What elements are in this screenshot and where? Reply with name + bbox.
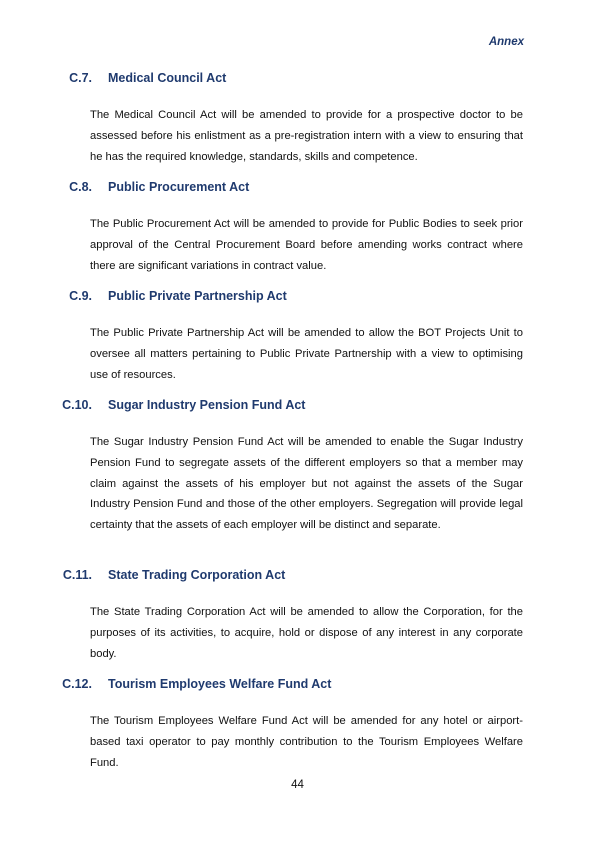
section-number: C.7.	[69, 71, 92, 85]
section-body: The Tourism Employees Welfare Fund Act will be amended for any hotel or airport-based taxi operator to pay monthly contribution to the Tourism Employees Welfare Fund.	[90, 715, 523, 769]
section-number: C.11.	[62, 568, 92, 582]
section-title: State Trading Corporation Act	[108, 568, 286, 582]
section-number: C.12.	[62, 677, 92, 691]
section-heading	[0, 677, 595, 695]
section-heading	[0, 71, 595, 89]
section-public-private-partnership-act	[0, 289, 595, 385]
section-tourism-employees-welfare-fund-act	[0, 677, 595, 773]
running-head: Annex	[488, 36, 524, 48]
section-title: Sugar Industry Pension Fund Act	[108, 398, 306, 412]
section-public-procurement-act	[0, 180, 595, 276]
section-medical-council-act	[0, 71, 595, 167]
section-sugar-industry-pension-fund-act	[0, 398, 595, 536]
section-number: C.10.	[62, 398, 92, 412]
section-body: The State Trading Corporation Act will be amended to allow the Corporation, for the purposes of its activities, to acquire, hold or dispose of any interest in any corporate body.	[90, 606, 523, 660]
section-title: Medical Council Act	[108, 71, 227, 85]
section-body: The Public Procurement Act will be amended to provide for Public Bodies to seek prior approval of the Central Procurement Board before amending works contract where there are significant variations in contract value.	[90, 218, 523, 272]
section-heading	[0, 568, 595, 586]
section-heading	[0, 180, 595, 198]
section-number: C.9.	[69, 289, 92, 303]
section-title: Public Procurement Act	[108, 180, 250, 194]
section-heading	[0, 289, 595, 307]
page-number: 44	[291, 779, 304, 791]
section-state-trading-corporation-act	[0, 568, 595, 664]
section-number: C.8.	[69, 180, 92, 194]
section-title: Tourism Employees Welfare Fund Act	[108, 677, 332, 691]
section-body: The Public Private Partnership Act will be amended to allow the BOT Projects Unit to oversee all matters pertaining to Public Private Partnership with a view to optimising use of resources.	[90, 327, 523, 381]
section-title: Public Private Partnership Act	[108, 289, 287, 303]
section-body: The Sugar Industry Pension Fund Act will be amended to enable the Sugar Industry Pension Fund to segregate assets of the different employers so that a member may claim against the assets of his employer but not against the assets of the Sugar Industry Pension Fund and those of the other employers. Segregation will provide legal certainty that the assets of each employer will be distinct and separate.	[90, 436, 523, 532]
section-body: The Medical Council Act will be amended to provide for a prospective doctor to be assessed before his enlistment as a pre-registration intern with a view to ensuring that he has the required knowledge, standards, skills and competence.	[90, 109, 523, 163]
section-heading	[0, 398, 595, 416]
